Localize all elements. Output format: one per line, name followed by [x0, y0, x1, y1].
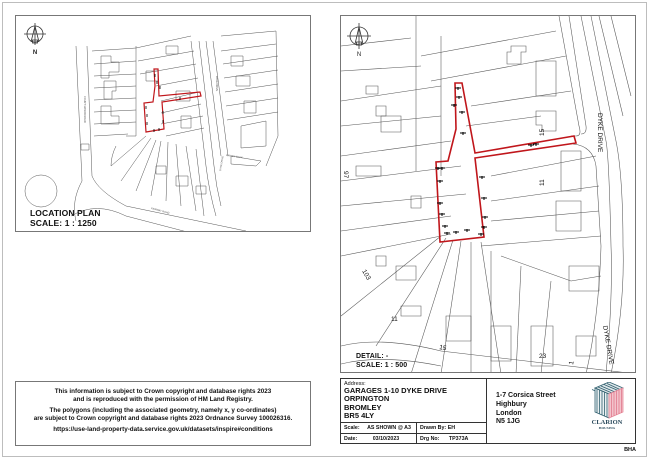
logo-name: CLARION: [591, 419, 623, 426]
copyright-text: The polygons (including the associated geometry, namely x, y co-ordinates): [49, 407, 277, 414]
svg-text:15: 15: [539, 128, 546, 136]
copyright-notice: [15, 381, 311, 446]
svg-text:COURT MANOR ROAD: COURT MANOR ROAD: [83, 96, 86, 123]
svg-text:FIRNEY WALK: FIRNEY WALK: [225, 154, 243, 160]
detail-plan-title: [356, 352, 407, 370]
office-line: N5 1JG: [496, 418, 521, 426]
address-line: BR5 4LY: [344, 411, 375, 421]
scale-value: AS SHOWN @ A3: [367, 425, 411, 431]
drg-no-value: TP373A: [448, 436, 469, 442]
location-plan-scale: SCALE: 1 : 1250: [30, 218, 97, 228]
detail-plan-map: [341, 16, 636, 373]
title-block: [340, 378, 636, 444]
address-line: GARAGES 1-10 DYKE DRIVE: [344, 386, 447, 395]
address-line: ORPINGTON: [344, 394, 390, 404]
location-plan-title: [30, 208, 101, 228]
location-plan-map: [16, 16, 311, 232]
address-line: BROMLEY: [344, 402, 382, 412]
svg-text:23: 23: [539, 353, 547, 360]
svg-text:DYKE DRIVE: DYKE DRIVE: [601, 325, 615, 366]
address-cell: [341, 379, 487, 423]
copyright-text: are subject to Crown copyright and database rights 2023 Ordnance Survey 100026316.: [33, 415, 293, 422]
svg-text:DYKE DRIVE: DYKE DRIVE: [219, 155, 225, 172]
drg-no-label: Drg No:: [420, 436, 440, 442]
copyright-text: and is reproduced with the permission of HM Land Registry.: [73, 396, 253, 403]
detail-plan-panel: [340, 15, 636, 373]
svg-text:97: 97: [342, 171, 349, 179]
office-line: London: [496, 409, 522, 417]
svg-text:FAIRWAY ROAD: FAIRWAY ROAD: [150, 207, 170, 215]
office-line: Highbury: [496, 400, 527, 408]
drawn-by-label: Drawn By:: [420, 425, 447, 431]
svg-text:11: 11: [391, 316, 398, 323]
drg-no-cell: [417, 434, 487, 444]
inspire-conditions-url[interactable]: https://use-land-property-data.service.gov.uk/datasets/inspire#conditions: [53, 426, 273, 433]
site-boundary: [436, 83, 576, 242]
svg-text:103: 103: [360, 268, 372, 282]
detail-plan-label: DETAIL: -: [356, 353, 389, 360]
clarion-logo: [581, 382, 633, 434]
office-line: 1-7 Corsica Street: [496, 392, 556, 399]
location-plan-panel: [15, 15, 311, 232]
svg-text:N: N: [356, 52, 362, 58]
copyright-text: This information is subject to Crown copyright and database rights 2023: [54, 388, 272, 395]
svg-text:11: 11: [539, 179, 546, 186]
date-label: Date:: [344, 436, 358, 442]
address-label: Address:: [344, 381, 366, 387]
svg-text:DYKE DRIVE: DYKE DRIVE: [215, 76, 218, 92]
svg-text:DYKE DRIVE: DYKE DRIVE: [596, 113, 603, 153]
drawn-by-cell: [417, 423, 487, 434]
site-boundary: [144, 69, 201, 132]
detail-plan-scale: SCALE: 1 : 500: [356, 362, 408, 369]
north-arrow-icon: [24, 23, 46, 45]
scale-label: Scale:: [344, 425, 360, 431]
svg-text:15: 15: [438, 344, 447, 353]
logo-subtitle: HOUSING: [598, 426, 616, 430]
location-plan-label: LOCATION PLAN: [30, 208, 101, 218]
svg-text:N: N: [32, 50, 38, 56]
office-address: [496, 392, 556, 427]
scale-cell: [341, 423, 417, 434]
reference-code: BHA: [624, 447, 636, 453]
date-value: 03/10/2023: [372, 436, 400, 442]
drawn-by-value: EH: [447, 425, 456, 431]
svg-text:1: 1: [568, 360, 576, 366]
date-cell: [341, 434, 417, 444]
